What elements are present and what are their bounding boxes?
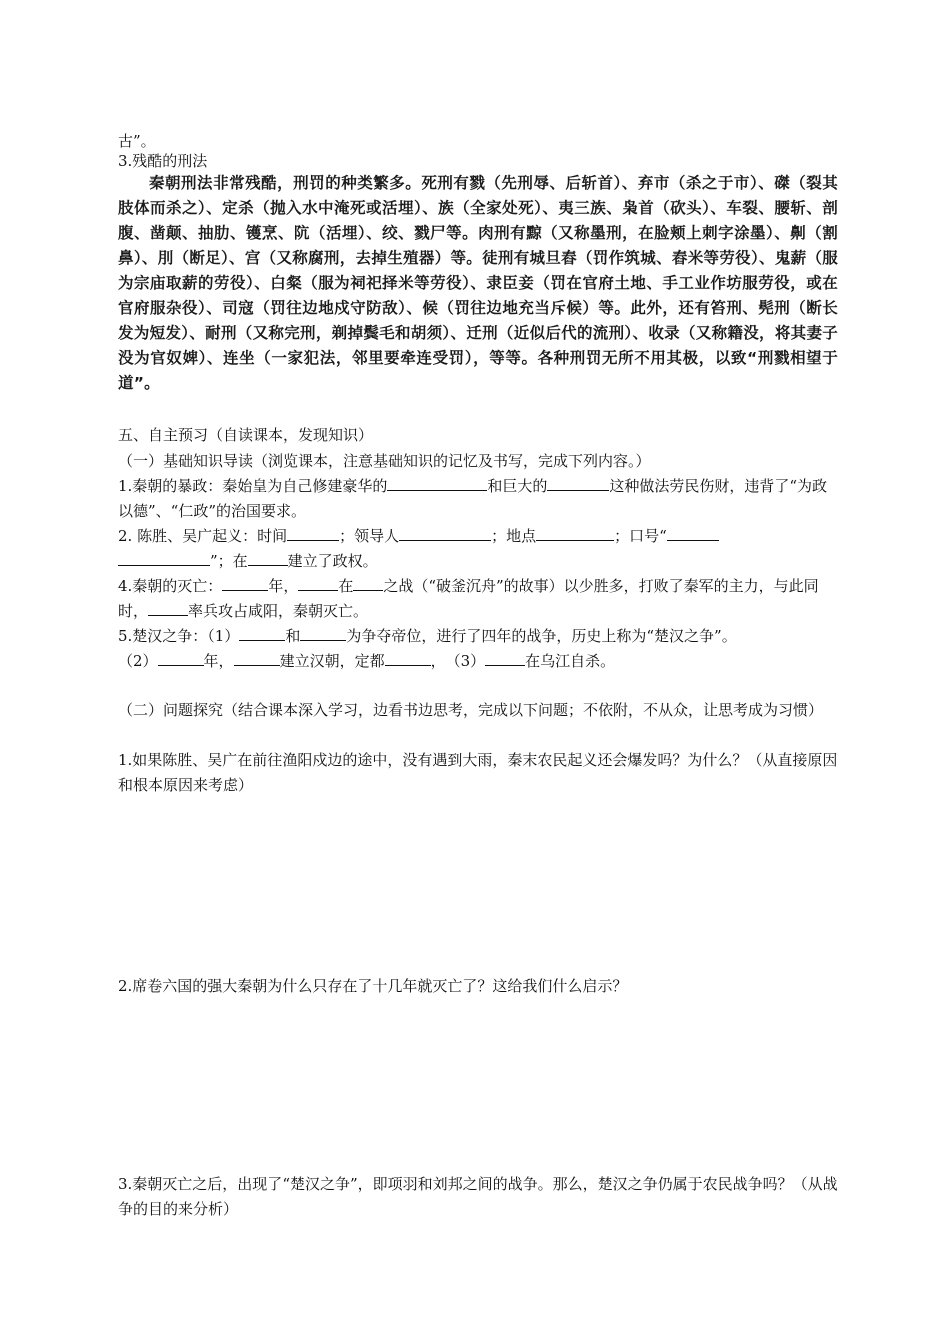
blank-regime-place[interactable] — [248, 551, 288, 566]
blank-han-year[interactable] — [158, 651, 204, 666]
inquiry-question-3: 3.秦朝灭亡之后，出现了“楚汉之争”，即项羽和刘邦之间的战争。那么，楚汉之争仍属于农民战争吗？（从战争的目的来分析） — [118, 1175, 838, 1218]
blank-palace[interactable] — [387, 476, 487, 491]
intro-tail: 古”。 — [118, 132, 156, 150]
section3-title: 3.残酷的刑法 — [118, 152, 208, 170]
blank-year[interactable] — [222, 576, 268, 591]
blank-founder[interactable] — [234, 651, 280, 666]
question-2: 2. 陈胜、吴广起义：时间 ；领导人 ；地点 ；口号“ ”；在 建立了政权。 — [118, 524, 838, 574]
blank-time[interactable] — [287, 526, 339, 541]
question-1: 1.秦朝的暴政：秦始皇为自己修建豪华的 和巨大的 这种做法劳民伤财，违背了“为政以德”、“仁政”的治国要求。 — [118, 477, 828, 520]
blank-tomb[interactable] — [547, 476, 609, 491]
blank-battle[interactable] — [353, 576, 383, 591]
blank-leaders[interactable] — [399, 526, 491, 541]
penalty-text: 秦朝刑法非常残酷，刑罚的种类繁多。死刑有戮（先刑辱、后斩首）、弃市（杀之于市）、磔（裂其肢体而杀之）、定杀（抛入水中淹死或活埋）、族（全家处死）、夷三族、枭首（砍头）、车裂、腰斩、剖腹、凿颠、抽肋、镬烹、阬（活埋）、绞、戮尸等。肉刑有黥（又称墨刑，在脸颊上刺字涂墨）、劓（割鼻）、刖（断足）、宫（又称腐刑，去掉生殖器）等。徒刑有城旦舂（罚作筑城、舂米等劳役）、鬼薪（服为宗庙取薪的劳役）、白粲（服为祠祀择米等劳役）、隶臣妾（罚在官府土地、手工业作坊服劳役，或在官府服杂役）、司寇（罚往边地戍守防敌）、候（罚往边地充当斥候）等。此外，还有笞刑、髡刑（断长发为短发）、耐刑（又称完刑，剃掉鬓毛和胡须）、迁刑（近似后代的流刑）、收录（又称籍没，将其妻子没为官奴婢）、连坐（一家犯法，邻里要牵连受罚），等等。各种刑罚无所不用其极，以致“刑戮相望于道”。 — [118, 174, 838, 392]
blank-capital[interactable] — [385, 651, 431, 666]
part2-title: （二）问题探究（结合课本深入学习，边看书边思考，完成以下问题；不依附，不从众，让思考成为习惯） — [118, 701, 824, 719]
blank-person-1[interactable] — [298, 576, 338, 591]
inquiry-question-2: 2.席卷六国的强大秦朝为什么只存在了十几年就灭亡了？这给我们什么启示？ — [118, 977, 628, 995]
question-5: 5.楚汉之争：（1） 和 为争夺帝位，进行了四年的战争，历史上称为“楚汉之争”。 （2） 年， 建立汉朝，定都 ， （3） 在乌江自杀。 — [118, 627, 737, 670]
part1-title: （一）基础知识导读（浏览课本，注意基础知识的记忆及书写，完成下列内容。） — [118, 452, 651, 470]
question-4: 4.秦朝的灭亡： 年， 在 之战（“破釜沉舟”的故事）以少胜多，打败了秦军的主力，与此同时， 率兵攻占咸阳，秦朝灭亡。 — [118, 577, 819, 620]
blank-slogan-a[interactable] — [667, 526, 719, 541]
blank-slogan-b[interactable] — [118, 551, 210, 566]
blank-person-2[interactable] — [148, 601, 188, 616]
blank-rival-1[interactable] — [239, 626, 285, 641]
section5-title: 五、自主预习（自读课本，发现知识） — [118, 426, 374, 444]
section3-paragraph — [118, 171, 838, 396]
blank-suicide[interactable] — [485, 651, 525, 666]
blank-place[interactable] — [536, 526, 614, 541]
inquiry-question-1: 1.如果陈胜、吴广在前往渔阳戍边的途中，没有遇到大雨，秦末农民起义还会爆发吗？为什么？（从直接原因和根本原因来考虑） — [118, 751, 838, 794]
blank-rival-2[interactable] — [300, 626, 346, 641]
